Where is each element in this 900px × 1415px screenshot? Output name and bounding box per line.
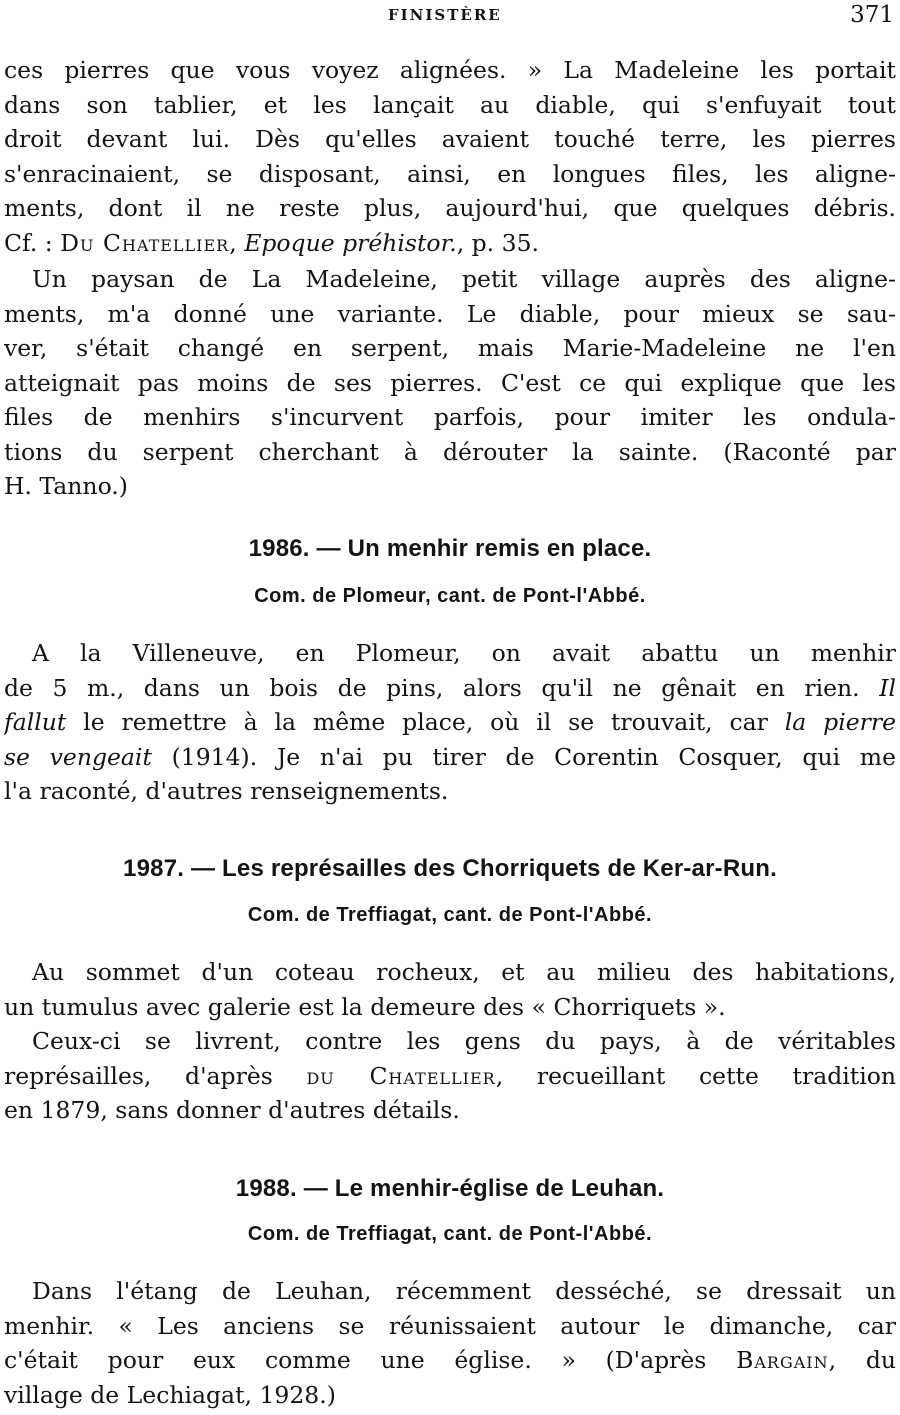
text-line: en 1879, sans donner d'autres détails. [4,1096,460,1124]
paragraph-1987 [4,955,896,1128]
section-heading-1986: 1986. — Un menhir remis en place. [248,535,652,562]
cf-title: Epoque préhistor. [244,228,457,257]
text-line: s'enracinaient, se disposant, ainsi, en longues files, les aligne- [4,159,896,188]
italic-fragment: Il [879,673,896,702]
italic-fragment: fallut [4,708,67,736]
text-line: Ceux-ci se livrent, contre les gens du pays, à de véritables [32,1027,896,1055]
text-fragment: , du [828,1346,896,1374]
section-heading-1987: 1987. — Les représailles des Chorriquets de Ker-ar-Run. [123,855,777,882]
text-line: files de menhirs s'incurvent parfois, pour imiter les ondula- [4,403,896,431]
text-line: ver, s'était changé en serpent, mais Marie-Madeleine ne l'en [4,334,896,362]
italic-fragment: la pierre [784,708,896,736]
text-fragment: représailles, d'après [4,1061,307,1090]
text-line: tions du serpent cherchant à dérouter la sainte. (Raconté par [4,437,896,466]
author-name: Bargain [736,1346,829,1374]
section-subheading-1987: Com. de Treffiagat, cant. de Pont-l'Abbé. [247,904,653,926]
paragraph-1986 [4,636,896,809]
text-line: village de Lechiagat, 1928.) [4,1380,336,1409]
text-fragment: , recueillant cette tradition [495,1061,896,1090]
text-line [4,1343,896,1378]
text-line: ments, dont il ne reste plus, aujourd'hui, que quelques débris. [4,194,896,222]
paragraph-madeleine-continuation [4,53,896,260]
text-line [4,671,896,706]
cf-author: Du Chatellier [60,228,230,257]
text-line: H. Tanno.) [4,472,128,500]
text-line: Un paysan de La Madeleine, petit village auprès des aligne- [32,265,896,293]
text-line: ces pierres que vous voyez alignées. » La Madeleine les portait [4,56,896,84]
text-line: l'a raconté, d'autres renseignements. [4,777,449,805]
citation-line [4,226,896,261]
text-line [4,740,896,775]
text-line: Au sommet d'un coteau rocheux, et au milieu des habitations, [32,958,896,986]
text-line: atteignait pas moins de ses pierres. C'est ce qui explique que les [4,368,896,397]
section-subheading-1988: Com. de Treffiagat, cant. de Pont-l'Abbé. [247,1223,653,1245]
text-line [4,1059,896,1094]
italic-fragment: se vengeait [4,742,152,771]
text-line: un tumulus avec galerie est la demeure des « Chorriquets ». [4,992,726,1021]
text-line: droit devant lui. Dès qu'elles avaient touché terre, les pierres [4,125,896,153]
text-fragment: le remettre à la même place, où il se trouvait, car [66,708,785,736]
text-fragment: c'était pour eux comme une église. » (D'après [4,1346,737,1374]
paragraph-variante [4,262,896,504]
text-line: dans son tablier, et les lançait au diable, qui s'enfuyait tout [4,90,896,119]
text-line: menhir. « Les anciens se réunissaient autour le dimanche, car [4,1311,896,1340]
page-number: 371 [850,2,894,28]
text-line: A la Villeneuve, en Plomeur, on avait abattu un menhir [32,639,896,667]
cf-prefix: Cf. : [4,228,61,257]
running-head [0,2,900,30]
text-line [4,705,896,740]
text-fragment: (1914). Je n'ai pu tirer de Corentin Cosquer, qui me [151,742,896,771]
text-line: Dans l'étang de Leuhan, récemment desséché, se dressait un [32,1277,896,1305]
cf-separator: , [229,228,245,257]
author-name: du Chatellier [306,1061,496,1090]
section-subheading-1986: Com. de Plomeur, cant. de Pont-l'Abbé. [254,585,646,607]
text-line: ments, m'a donné une variante. Le diable, pour mieux se sau- [4,299,896,328]
cf-suffix: , p. 35. [456,228,539,257]
paragraph-1988 [4,1274,896,1412]
section-heading-1988: 1988. — Le menhir-église de Leuhan. [235,1175,665,1202]
running-title: FINISTÈRE [388,6,502,24]
text-fragment: de 5 m., dans un bois de pins, alors qu'il ne gênait en rien. [4,673,880,702]
